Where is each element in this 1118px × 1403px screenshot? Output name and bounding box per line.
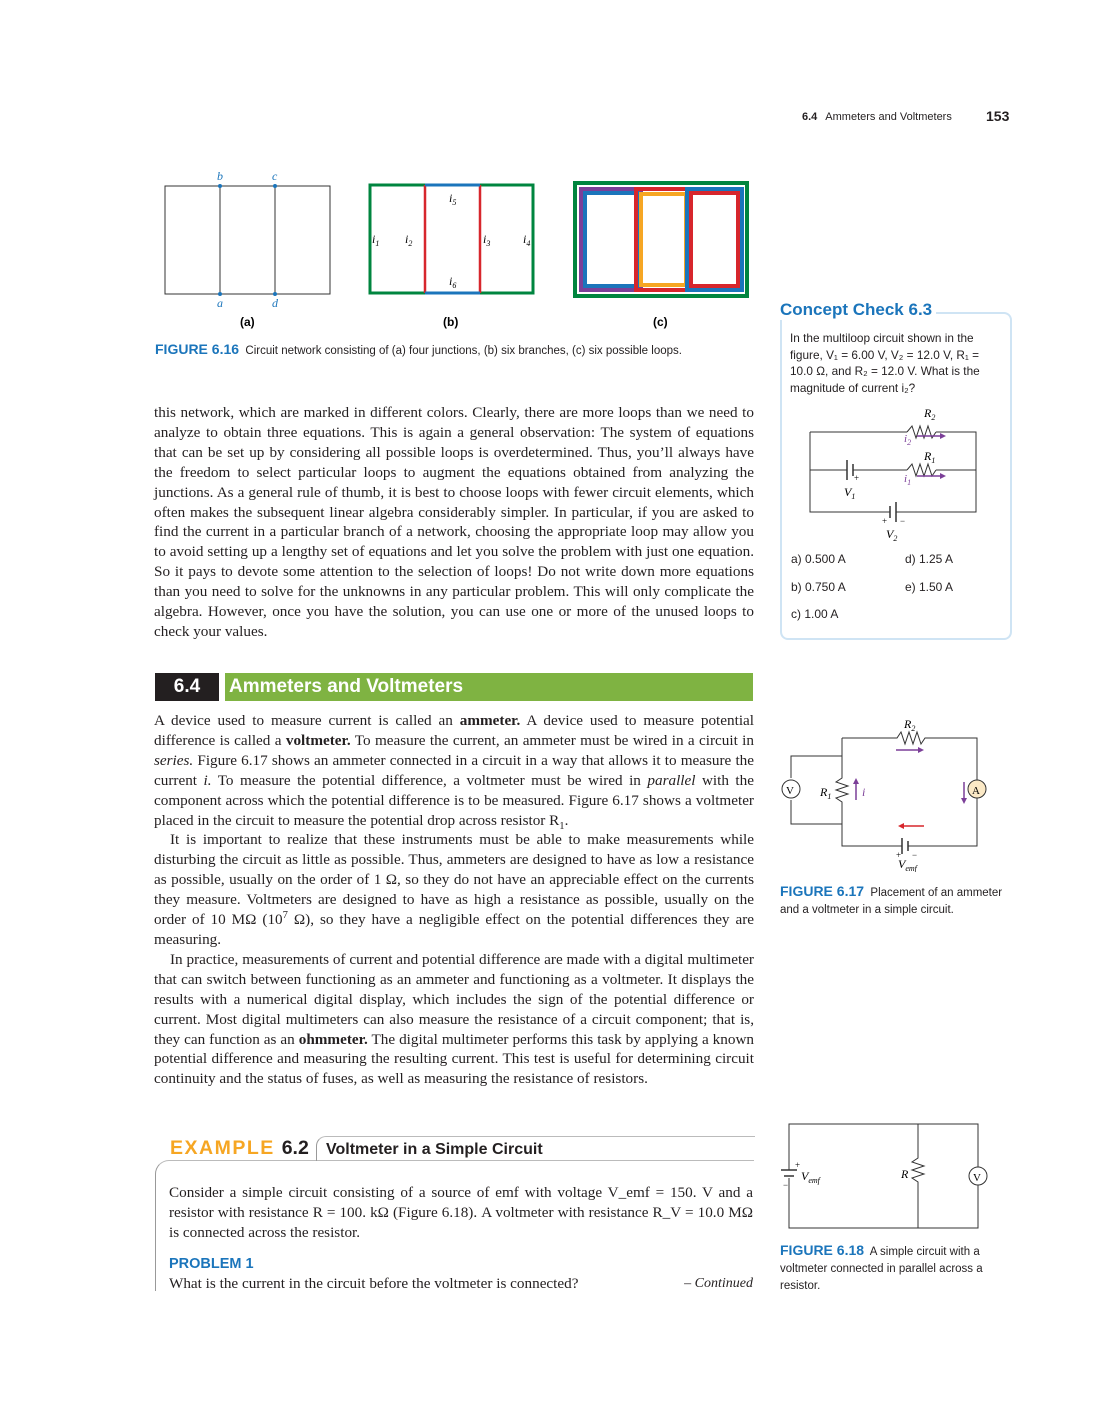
current-i4: $i_4$ xyxy=(523,232,531,248)
concept-check-title: Concept Check 6.3 xyxy=(776,300,936,320)
svg-text:−: − xyxy=(900,516,906,526)
example-label: EXAMPLE 6.2 xyxy=(170,1137,309,1159)
continued-label: – Continued xyxy=(684,1276,753,1291)
concept-check-question: In the multiloop circuit shown in the figure, V₁ = 6.00 V, V₂ = 12.0 V, R₁ = 10.0 Ω, and R₂ = 12.0 V. What is the magnitude of current i₂? xyxy=(790,331,980,395)
answer-c[interactable]: c) 1.00 A xyxy=(791,607,839,621)
svg-text:+: + xyxy=(882,516,888,526)
figure-6-18-caption: FIGURE 6.18 A simple circuit with a voltmeter connected in parallel across a resistor. xyxy=(780,1242,983,1292)
current-i2: $i_2$ xyxy=(405,232,413,248)
panel-b-network xyxy=(370,185,533,293)
section-paragraph-2: It is important to realize that these instruments must be able to make measurements while disturbing the circuit as little as possible. Thus, ammeters are designed to have as low a resistance as possible, usually on the order of 1 Ω, so they do not have an appreciable effect on the currents they measure. Voltmeters are designed to have as high a resistance as possible, usually on the order of 10 MΩ ($10^7$ Ω), so they have a negligible effect on the potential differences they are measuring. xyxy=(154,831,754,948)
current-i6: $i_6$ xyxy=(449,274,457,290)
f17-ammeter: A xyxy=(972,785,980,797)
current-i5: $i_5$ xyxy=(449,191,457,207)
svg-text:+: + xyxy=(795,1160,801,1170)
svg-text:+: + xyxy=(854,473,860,483)
section-heading xyxy=(155,673,753,701)
figure-6-16-caption: FIGURE 6.16 Circuit network consisting of (a) four junctions, (b) six branches, (c) six possible loops. xyxy=(155,341,682,357)
svg-text:+: + xyxy=(896,850,902,860)
figure-6-18-diagram xyxy=(775,1118,1005,1238)
problem-text: What is the current in the circuit before the voltmeter is connected? – Continued xyxy=(169,1275,753,1292)
page-number: 153 xyxy=(986,108,1010,124)
junction-c: c xyxy=(272,169,278,183)
panel-label-a: (a) xyxy=(240,315,255,329)
answer-a[interactable]: a) 0.500 A xyxy=(791,552,846,566)
f18-label-r: R xyxy=(901,1167,909,1181)
body-paragraph-continued: this network, which are marked in different colors. Clearly, there are more loops than we need to analyze to obtain three equations. This is again a general observation: The system of equations that can be set up by considering all possible loops is overdetermined. Thus, you’ll always have the freedom to select particular loops to augment the equations obtained from analyzing the junctions. As a general rule of thumb, it is best to choose loops with fewer circuit elements, which often makes the subsequent linear algebra considerably simpler. In particular, if you are asked to find the current in a particular branch of a network, choosing the appropriate loop may allow you to avoid setting up a lengthy set of equations and let you solve the problem with just one equation. So it pays to devote some attention to the selection of loops! Do not write down more equations than you need to solve for the unknowns in any particular problem. This will only complicate the algebra. However, once you have the solution, you can use one or more of the unused loops to check your values. xyxy=(154,404,754,640)
section-title: Ammeters and Voltmeters xyxy=(229,676,464,697)
example-text: Consider a simple circuit consisting of a source of emf with voltage V_emf = 150. V and a resistor with resistance R = 100. kΩ (Figure 6.18). A voltmeter with resistance R_V = 10.0 MΩ is connected across the resistor. xyxy=(169,1184,753,1241)
concept-check-circuit xyxy=(800,402,1000,542)
cc-label-r2: $R_2$ xyxy=(924,406,936,422)
current-i1: $i_1$ xyxy=(372,232,380,248)
f17-label-vemf: $V_{emf}$ xyxy=(898,857,917,872)
figure-6-17-diagram xyxy=(780,712,1000,872)
f18-voltmeter: V xyxy=(973,1172,981,1184)
figure-6-16-diagram xyxy=(160,165,760,335)
cc-label-i2: $i_2$ xyxy=(904,433,912,447)
junction-d: d xyxy=(272,296,278,310)
cc-label-v1: $V_1$ xyxy=(844,485,856,501)
running-header xyxy=(0,108,1118,128)
f17-label-i: i xyxy=(862,785,866,799)
f17-label-r1: $R_1$ xyxy=(820,785,832,801)
f18-label-vemf: $V_{emf}$ xyxy=(801,1169,820,1185)
cc-label-r1: $R_1$ xyxy=(924,449,936,465)
cc-label-i1: $i_1$ xyxy=(904,473,912,487)
problem-label: PROBLEM 1 xyxy=(169,1256,254,1272)
panel-a-network xyxy=(165,169,330,310)
section-body xyxy=(154,711,754,1089)
section-paragraph-1: A device used to measure current is called an ammeter. A device used to measure potential difference is called a voltmeter. To measure the current, an ammeter must be wired in a circuit in series. Figure 6.17 shows an ammeter connected in a circuit in a way that allows it to measure the current i. To measure the potential difference, a voltmeter must be wired in parallel with the component across which the potential difference is to be measured. Figure 6.17 shows a voltmeter placed in the circuit to measure the potential drop across resistor $R_1$. xyxy=(154,712,754,832)
svg-text:−: − xyxy=(912,850,918,860)
panel-label-c: (c) xyxy=(653,315,668,329)
section-number: 6.4 xyxy=(155,673,219,701)
current-i3: $i_3$ xyxy=(483,232,491,248)
figure-6-17-caption: FIGURE 6.17 Placement of an ammeter and a voltmeter in a simple circuit. xyxy=(780,883,1003,916)
f17-label-r2: $R_2$ xyxy=(904,717,916,733)
panel-c-loops xyxy=(575,183,747,296)
answer-d[interactable]: d) 1.25 A xyxy=(905,552,954,566)
junction-a: a xyxy=(217,296,223,310)
f17-voltmeter: V xyxy=(786,785,794,797)
section-paragraph-3: In practice, measurements of current and potential difference are made with a digital multimeter that can switch between functioning as an ammeter and functioning as a voltmeter. It displays the results with a numerical digital display, which includes the sign of the potential difference or current. Most digital multimeters can also measure the resistance of a circuit component; that is, they can function as an ohmmeter. The digital multimeter performs this task by applying a known potential difference and measuring the resulting current. This test is useful for determining circuit continuity and the status of fuses, as well as measuring the resistance of resistors. xyxy=(154,950,755,1088)
junction-b: b xyxy=(217,169,223,183)
header-section: 6.4 Ammeters and Voltmeters xyxy=(802,111,952,123)
answer-b[interactable]: b) 0.750 A xyxy=(791,580,846,594)
panel-label-b: (b) xyxy=(443,315,459,329)
answer-e[interactable]: e) 1.50 A xyxy=(905,580,954,594)
example-title: Voltmeter in a Simple Circuit xyxy=(326,1141,543,1158)
svg-text:−: − xyxy=(783,1180,789,1190)
cc-label-v2: $V_2$ xyxy=(886,527,898,542)
